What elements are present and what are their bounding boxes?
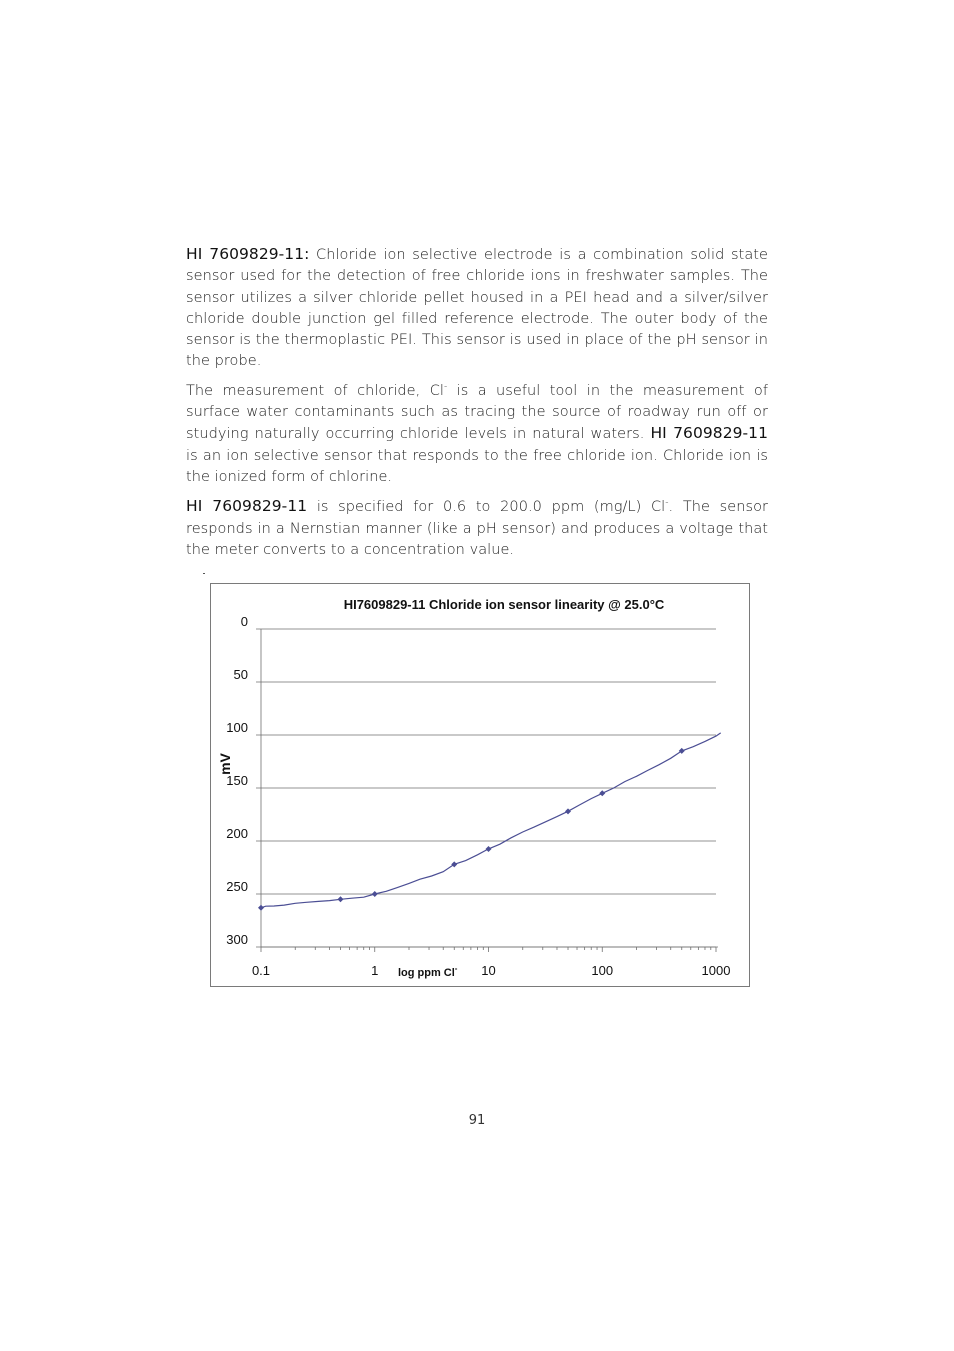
x-axis-label-text: log ppm [398,967,441,979]
data-point-0 [258,905,264,911]
x-axis-label-sup: - [454,964,458,973]
y-tick-label-150: 150 [226,773,248,788]
x-tick-label-1000: 1000 [701,963,731,978]
y-tick-label-50: 50 [233,667,248,682]
x-axis-label [398,964,458,979]
paragraph-3 [186,496,768,561]
product-code: HI 7609829-11: [186,245,310,263]
data-point-4 [486,846,492,852]
paragraph-1 [186,244,768,373]
superscript-minus: - [443,381,448,392]
y-tick-label-300: 300 [226,932,248,947]
x-tick-label-10: 10 [481,963,496,978]
series [258,733,721,911]
y-tick-label-100: 100 [226,720,248,735]
data-point-1 [338,896,344,902]
data-point-5 [565,808,571,814]
product-code: HI 7609829-11 [186,497,308,516]
paragraph-text: is a useful tool in the measurement of surface water contaminants such as tracing the source of roadway run off or studying naturally occurring chloride levels in natural waters. [186,382,768,443]
grid-lines [256,629,716,947]
x-tick-label-0.1: 0.1 [251,963,271,978]
x-tick-label-100: 100 [591,963,614,978]
axes [226,614,730,978]
chart-title: HI7609829-11 Chloride ion sensor linearity @ 25.0°C [343,597,665,612]
paragraph-2 [186,381,768,488]
data-point-2 [372,891,378,897]
page-number: 91 [468,1113,486,1128]
paragraph-text: is specified for 0.6 to 200.0 ppm (mg/L) Cl [307,499,666,516]
paragraph-text: The measurement of chloride, Cl [186,382,444,399]
linearity-chart [211,584,749,986]
stray-dot [203,573,205,574]
x-tick-label-1: 1 [371,963,379,978]
y-axis-label: mV [217,753,233,775]
y-tick-label-0: 0 [240,614,248,629]
x-axis-label-ion: Cl [443,967,455,979]
body-text [186,244,768,569]
chart-frame [210,583,750,987]
data-point-6 [599,790,605,796]
paragraph-text: Chloride ion selective electrode is a combination solid state sensor used for the detection of free chloride ions in freshwater samples. The sensor utilizes a silver chloride pellet housed in a PEI head and a silver/silver chloride double junction gel filled reference electrode. The outer body of the sensor is the thermoplastic PEI. This sensor is used in place of the pH sensor in the probe. [186,247,768,370]
series-line-0 [261,733,721,908]
paragraph-text: is an ion selective sensor that responds to the free chloride ion. Chloride ion is the ionized form of chlorine. [186,447,768,485]
paragraph-text: . The sensor responds in a Nernstian manner (like a pH sensor) and produces a voltage that the meter converts to a concentration value. [186,499,768,558]
superscript-minus: - [665,498,669,509]
y-tick-label-200: 200 [226,826,248,841]
product-code: HI 7609829-11 [650,424,768,443]
y-tick-label-250: 250 [226,879,248,894]
